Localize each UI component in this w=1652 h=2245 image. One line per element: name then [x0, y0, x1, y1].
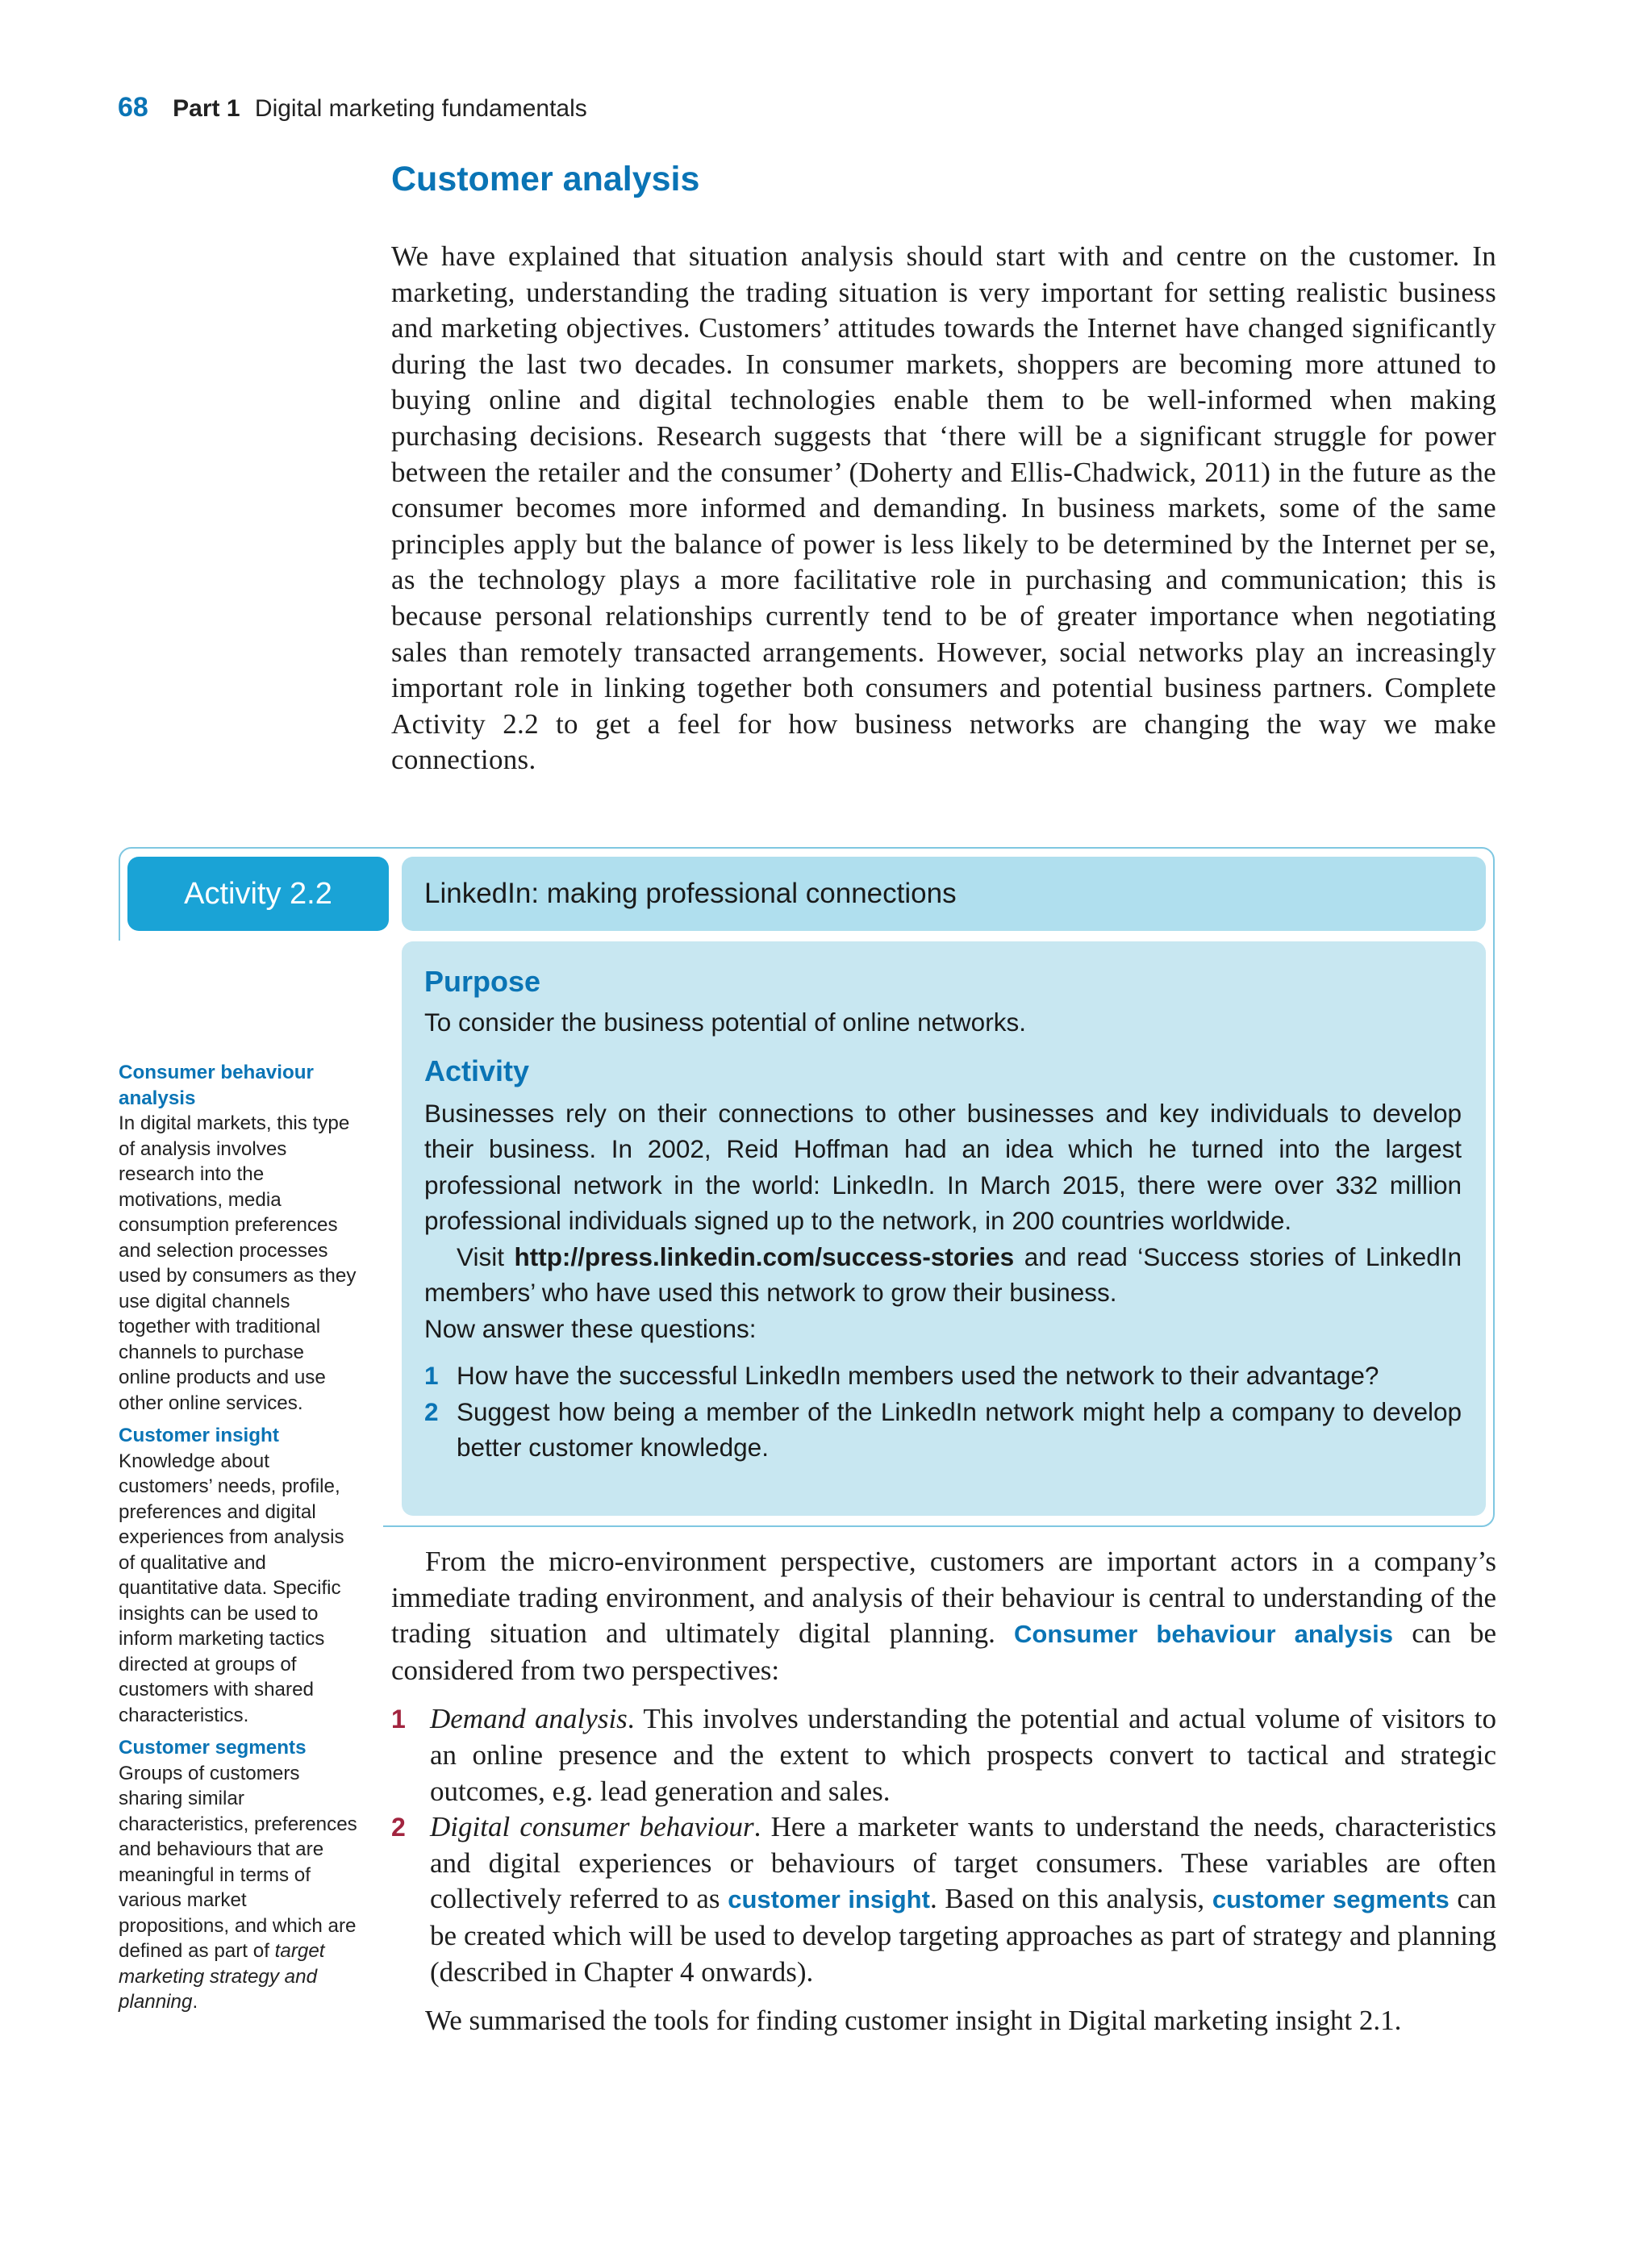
- customer-insight-keyword: customer insight: [728, 1885, 930, 1914]
- perspective-item: [391, 1701, 1496, 1809]
- answer-prompt: Now answer these questions:: [424, 1313, 757, 1343]
- perspective-text: [430, 1701, 1496, 1809]
- section-title: Customer analysis: [391, 160, 700, 198]
- page-number: 68: [118, 92, 148, 123]
- glossary-term: Consumer behaviour analysis: [119, 1062, 314, 1109]
- part-title: Digital marketing fundamentals: [254, 95, 587, 122]
- glossary-definition-text: Groups of customers sharing similar characteristics, preferences and behaviours that are meaningful in terms of various market propositions, and which are defined as part of: [119, 1762, 357, 1962]
- perspectives-list: [391, 1701, 1496, 1990]
- purpose-text: To consider the business potential of online networks.: [424, 1008, 1026, 1037]
- perspective-item: [391, 1809, 1496, 1990]
- micro-text-2: can be considered from two perspectives:: [391, 1617, 1496, 1686]
- customer-segments-keyword: customer segments: [1212, 1885, 1450, 1914]
- glossary-entry: [119, 1423, 361, 1728]
- glossary-definition: Knowledge about customers’ needs, profile, preferences and digital experiences from analysis of qualitative and quantitative data. Specific insights can be used to inform marketing tactics directed at groups of customers with shared characteristics.: [119, 1450, 344, 1726]
- activity-label: Activity 2.2: [127, 857, 389, 931]
- summary-text: We summarised the tools for finding customer insight in Digital marketing insight 2.1.: [425, 2005, 1402, 2037]
- question-number: 1: [424, 1361, 439, 1390]
- micro-environment-paragraph: [391, 1544, 1496, 1688]
- perspective-body-mid: . Based on this analysis,: [929, 1883, 1205, 1915]
- activity-body: [402, 941, 1486, 1516]
- glossary-definition-end: .: [192, 1991, 198, 2013]
- success-stories-link[interactable]: http://press.linkedin.com/success-stories: [514, 1241, 1015, 1271]
- question-list: [424, 1358, 1462, 1466]
- running-header: [118, 92, 587, 123]
- visit-prefix: Visit: [457, 1241, 504, 1271]
- activity-paragraph-text: Businesses rely on their connections to other businesses and key individuals to develop their business. In 2002, Reid Hoffman had an idea which he turned into the largest professional network in the world: LinkedIn. In March 2015, there were over 332 million professional individuals signed up to the network, in 200 countries worldwide.: [424, 1098, 1462, 1235]
- activity-paragraph: [424, 1095, 1462, 1311]
- question-text: How have the successful LinkedIn members used the network to their advantage?: [457, 1361, 1379, 1390]
- glossary-entry: [119, 1735, 361, 2015]
- question-item: [424, 1394, 1462, 1466]
- part-label: Part 1: [173, 95, 240, 122]
- glossary-entry: [119, 1060, 361, 1416]
- question-item: [424, 1358, 1462, 1394]
- activity-heading: Activity: [424, 1054, 530, 1087]
- visit-suffix: and read ‘Success stories of LinkedIn members’ who have used this network to grow their business.: [424, 1241, 1462, 1307]
- perspective-body: . This involves understanding the potential and actual volume of visitors to an online presence and the extent to which prospects convert to tactical and strategic outcomes, e.g. lead generation and sales.: [430, 1703, 1497, 1807]
- body-lower: [391, 1544, 1496, 2039]
- activity-title: LinkedIn: making professional connections: [402, 857, 1486, 931]
- perspective-text: [430, 1809, 1496, 1990]
- perspective-body: . Here a marketer wants to understand the needs, characteristics and digital experiences or behaviours of target consumers. These variables are often collectively referred to as: [430, 1811, 1496, 1915]
- micro-text-1: From the micro-environment perspective, customers are important actors in a company’s immediate trading environment, and analysis of their behaviour is central to understanding of the trading situation and ultimately digital planning.: [391, 1546, 1496, 1650]
- perspective-number: 1: [391, 1705, 406, 1734]
- perspective-number: 2: [391, 1813, 406, 1842]
- consumer-behaviour-keyword: Consumer behaviour analysis: [1014, 1620, 1393, 1649]
- intro-paragraph: We have explained that situation analysis should start with and centre on the customer. In marketing, understanding the trading situation is very important for setting realistic business and marketing objectives. Customers’ attitudes towards the Internet have changed significantly during the last two decades. In consumer markets, shoppers are becoming more attuned to buying online and digital technologies enable them to be well-informed when making purchasing decisions. Research suggests that ‘there will be a significant struggle for power between the retailer and the consumer’ (Doherty and Ellis-Chadwick, 2011) in the future as the consumer becomes more informed and demanding. In business markets, some of the same principles apply but the balance of power is less likely to be determined by the Internet per se, as the technology plays a more facilitative role in purchasing and communication; this is because personal relationships currently tend to be of greater importance when negotiating sales than remotely transacted arrangements. However, social networks play an increasingly important role in linking together both consumers and potential business partners. Complete Activity 2.2 to get a feel for how business networks are changing the way we make connections.: [391, 240, 1496, 776]
- glossary-term: Customer insight: [119, 1425, 279, 1446]
- question-number: 2: [424, 1396, 439, 1426]
- perspective-body-end: can be created which will be used to develop targeting approaches as part of strategy and planning (described in Chapter 4 onwards).: [430, 1883, 1496, 1988]
- glossary-definition: In digital markets, this type of analysis involves research into the motivations, media consumption preferences and selection processes used by consumers as they use digital channels together with traditional channels to purchase online products and use other online services.: [119, 1112, 357, 1414]
- glossary-definition-italic: target marketing strategy and planning: [119, 1940, 325, 2013]
- purpose-heading: Purpose: [424, 965, 541, 998]
- perspective-title: Digital consumer behaviour: [430, 1811, 754, 1843]
- perspective-title: Demand analysis: [430, 1703, 628, 1735]
- margin-glossary: [119, 1060, 361, 2022]
- glossary-definition: [119, 1761, 361, 2015]
- summary-paragraph: [391, 2003, 1496, 2039]
- question-text: Suggest how being a member of the LinkedIn network might help a company to develop better customer knowledge.: [457, 1396, 1462, 1462]
- glossary-term: Customer segments: [119, 1737, 307, 1759]
